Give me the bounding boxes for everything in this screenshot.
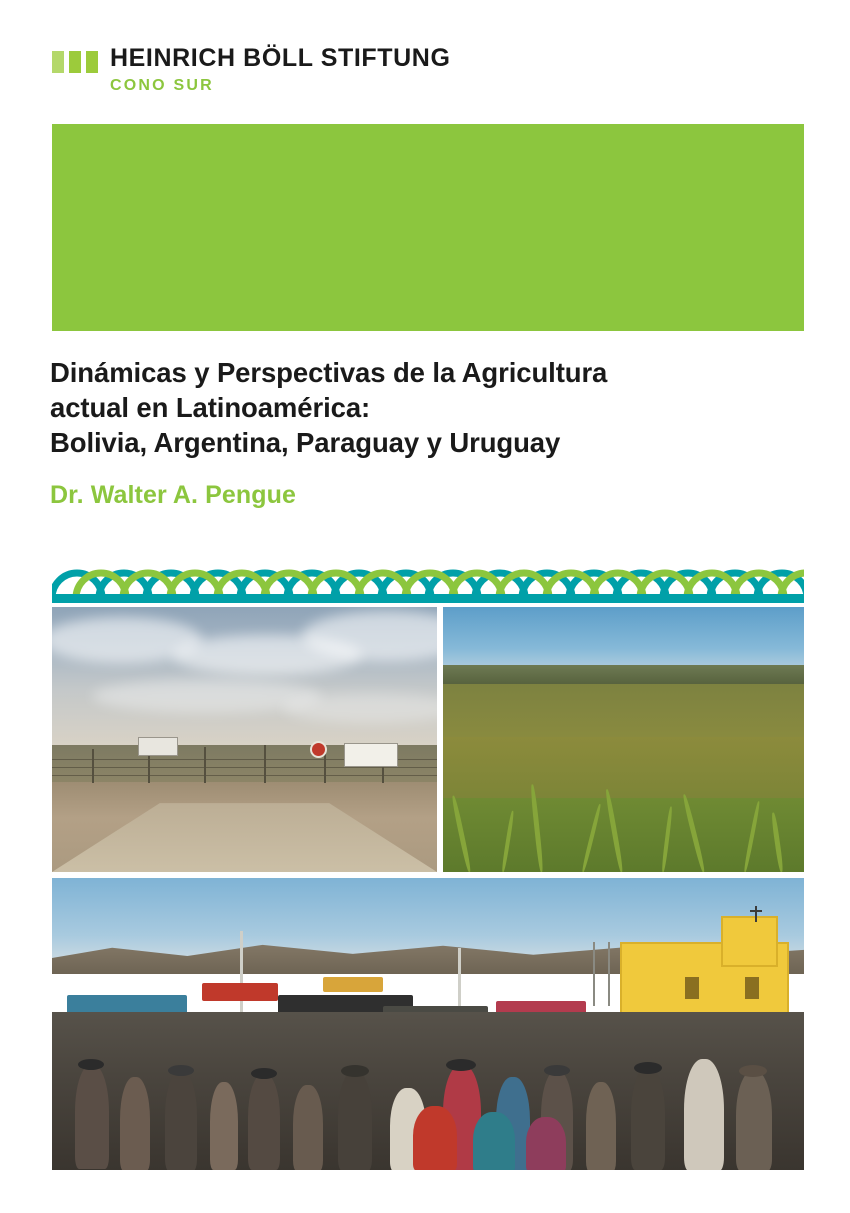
publisher-name: HEINRICH BÖLL STIFTUNG <box>110 44 451 72</box>
page-title <box>50 355 810 461</box>
cover-photo-grid <box>52 607 804 1170</box>
title-block <box>50 355 810 510</box>
teal-divider <box>52 594 804 603</box>
three-bars-logo-icon <box>52 51 98 73</box>
photo-rural-gate <box>52 607 437 872</box>
photo-soy-field <box>443 607 804 872</box>
title-line-1: Dinámicas y Perspectivas de la Agricultura <box>50 357 608 388</box>
publisher-logo <box>52 46 451 94</box>
photo-andean-market <box>52 878 804 1170</box>
decorative-arc-band <box>52 548 804 600</box>
publisher-region: CONO SUR <box>110 77 214 94</box>
cover-green-banner <box>52 124 804 331</box>
author-name: Dr. Walter A. Pengue <box>50 480 297 509</box>
title-line-3: Bolivia, Argentina, Paraguay y Uruguay <box>50 427 561 459</box>
title-line-2: actual en Latinoamérica: <box>50 392 371 424</box>
